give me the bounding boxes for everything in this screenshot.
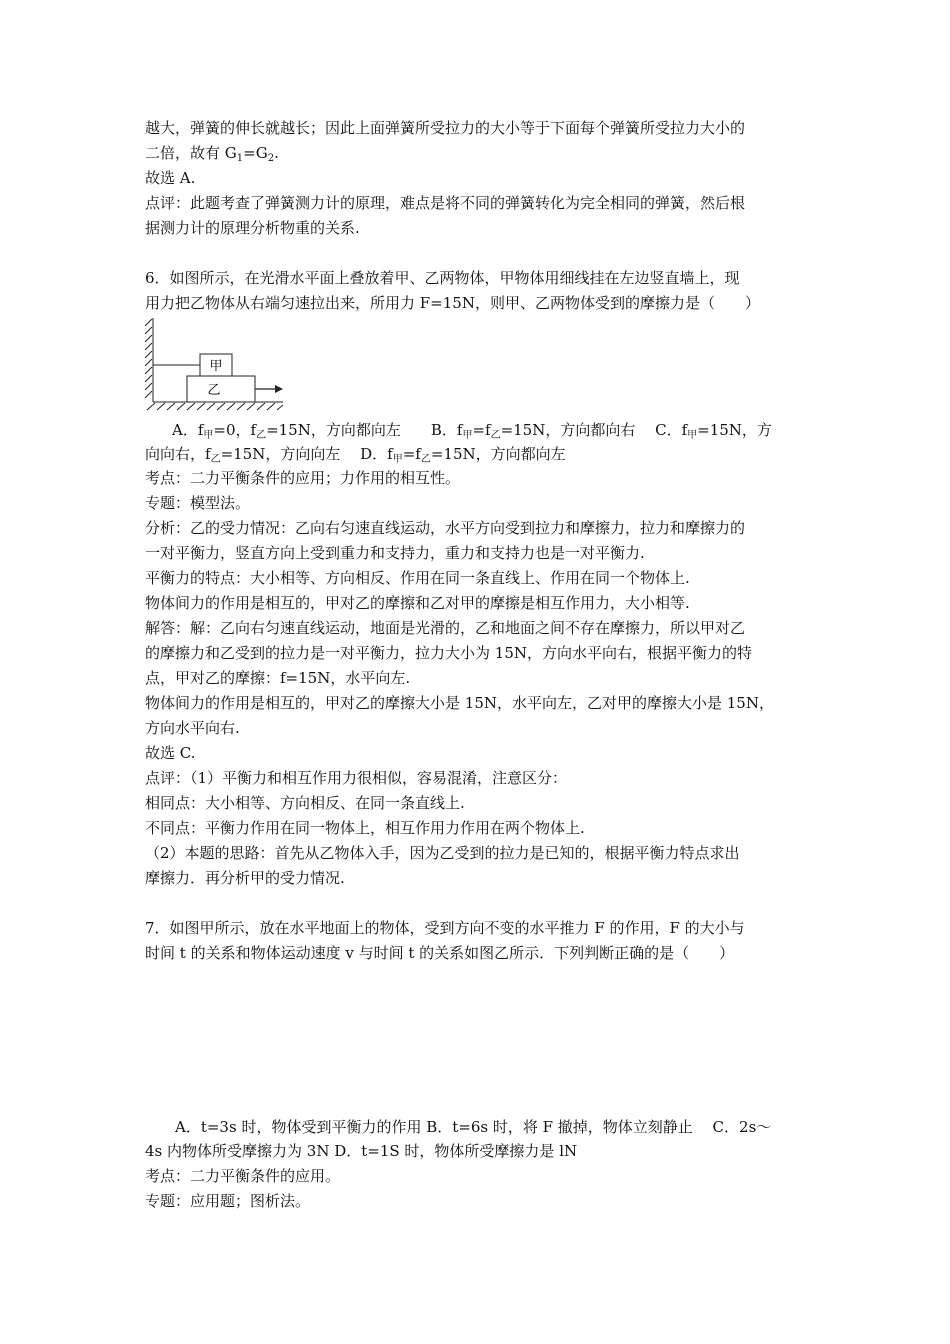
text-line: 物体间力的作用是相互的，甲对乙的摩擦和乙对甲的摩擦是相互作用力，大小相等. — [145, 594, 690, 612]
text-line: 越大，弹簧的伸长就越长；因此上面弹簧所受拉力的大小等于下面每个弹簧所受拉力大小的 — [145, 119, 746, 137]
text-line: 解答：解：乙向右匀速直线运动，地面是光滑的，乙和地面之间不存在摩擦力，所以甲对乙 — [145, 619, 746, 637]
question-7-stem: 7．如图甲所示，放在水平地面上的物体，受到方向不变的水平推力 F 的作用，F 的大小与 — [145, 919, 745, 937]
text-line: 物体间力的作用是相互的，甲对乙的摩擦大小是 15N，水平向左，乙对甲的摩擦大小是 15N， — [145, 694, 774, 712]
block-yi-label: 乙 — [207, 383, 221, 398]
block-yi — [187, 376, 255, 402]
question-6-options: 向向右，$f_乙=15N$，方向向左 D．$f_甲=f_乙=15N$，方向都向左 — [145, 445, 566, 465]
question-7-options: A．t=3s 时，物体受到平衡力的作用 B．t=6s 时，将 F 撤掉，物体立刻静止 C．2s～ — [175, 1118, 772, 1136]
arrow-head-icon — [275, 385, 283, 393]
text-line: 故选 C. — [145, 744, 196, 762]
text-line: 摩擦力．再分析甲的受力情况. — [145, 869, 345, 887]
text-line: 考点：二力平衡条件的应用。 — [145, 1167, 341, 1185]
text-line: 的摩擦力和乙受到的拉力是一对平衡力，拉力大小为 15N，方向水平向右，根据平衡力的特 — [145, 644, 752, 662]
text-line: 平衡力的特点：大小相等、方向相反、作用在同一条直线上、作用在同一个物体上. — [145, 569, 690, 587]
text-line: （2）本题的思路：首先从乙物体入手，因为乙受到的拉力是已知的，根据平衡力特点求出 — [145, 844, 740, 862]
text-line: 点，甲对乙的摩擦：f=15N，水平向左. — [145, 669, 411, 687]
question-6-options: A．$f_甲=0$，$f_乙=15N$，方向都向左 B．$f_甲=f_乙=15N$，方向都向右 C．$f_甲=15N$，方 — [172, 421, 772, 441]
question-6-diagram — [143, 316, 287, 412]
text-line: 故选 A. — [145, 169, 196, 187]
text-line: 分析：乙的受力情况：乙向右匀速直线运动，水平方向受到拉力和摩擦力，拉力和摩擦力的 — [145, 519, 746, 537]
text-line: 一对平衡力，竖直方向上受到重力和支持力，重力和支持力也是一对平衡力. — [145, 544, 645, 562]
text-line: 专题：模型法。 — [145, 494, 251, 512]
text-line: 不同点：平衡力作用在同一物体上，相互作用力作用在两个物体上. — [145, 819, 585, 837]
block-jia-label: 甲 — [209, 359, 223, 374]
question-7-stem: 时间 t 的关系和物体运动速度 v 与时间 t 的关系如图乙所示．下列判断正确的是（ ） — [145, 944, 735, 962]
text-line: 二倍，故有 $G_1=G_2$. — [145, 144, 279, 164]
text-line: 考点：二力平衡条件的应用；力作用的相互性。 — [145, 469, 461, 487]
text-line: 点评：（1）平衡力和相互作用力很相似，容易混淆，注意区分： — [145, 769, 568, 787]
question-6-stem: 6．如图所示，在光滑水平面上叠放着甲、乙两物体，甲物体用细线挂在左边竖直墙上，现 — [145, 269, 740, 287]
text-line: 据测力计的原理分析物重的关系. — [145, 219, 360, 237]
text-line: 专题：应用题；图析法。 — [145, 1192, 311, 1210]
text-line: 相同点：大小相等、方向相反、在同一条直线上. — [145, 794, 465, 812]
text-line: 方向水平向右. — [145, 719, 240, 737]
question-6-stem: 用力把乙物体从右端匀速拉出来，所用力 F=15N，则甲、乙两物体受到的摩擦力是（ ） — [145, 294, 760, 312]
text-line: 点评：此题考查了弹簧测力计的原理，难点是将不同的弹簧转化为完全相同的弹簧，然后根 — [145, 194, 746, 212]
question-7-options: 4s 内物体所受摩擦力为 3N D．t=1S 时，物体所受摩擦力是 lN — [145, 1142, 578, 1160]
